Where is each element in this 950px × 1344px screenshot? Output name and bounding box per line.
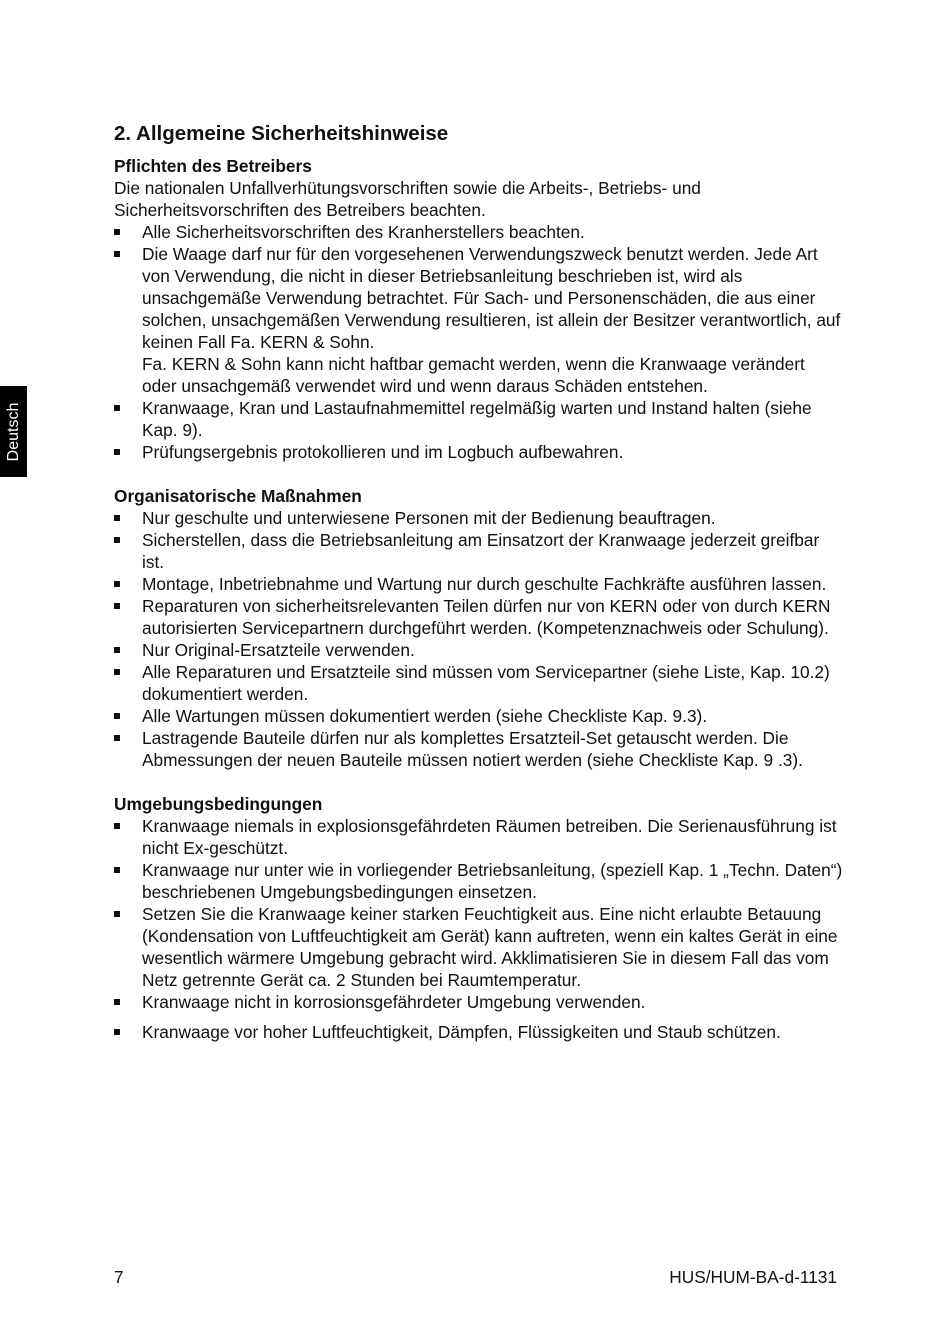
list-item: Sicherstellen, dass die Betriebsanleitung am Einsatzort der Kranwaage jederzeit greifbar ist. <box>114 529 844 573</box>
list-item: Prüfungsergebnis protokollieren und im Logbuch aufbewahren. <box>114 441 844 463</box>
list-item: Kranwaage, Kran und Lastaufnahmemittel regelmäßig warten und Instand halten (siehe Kap. 9). <box>114 397 844 441</box>
list-item: Kranwaage nur unter wie in vorliegender Betriebsanleitung, (speziell Kap. 1 „Techn. Daten“) beschriebenen Umgebungsbedingungen einsetzen. <box>114 859 844 903</box>
list-item: Kranwaage niemals in explosionsgefährdeten Räumen betreiben. Die Serienausführung ist nicht Ex-geschützt. <box>114 815 844 859</box>
page-number: 7 <box>114 1267 124 1287</box>
list-item: Kranwaage vor hoher Luftfeuchtigkeit, Dämpfen, Flüssigkeiten und Staub schützen. <box>114 1021 844 1043</box>
list-item: Lastragende Bauteile dürfen nur als komplettes Ersatzteil-Set getauscht werden. Die Abmessungen der neuen Bauteile müssen notiert werden (siehe Checkliste Kap. 9 .3). <box>114 727 844 771</box>
list-item: Nur Original-Ersatzteile verwenden. <box>114 639 844 661</box>
list-item: Alle Reparaturen und Ersatzteile sind müssen vom Servicepartner (siehe Liste, Kap. 10.2) dokumentiert werden. <box>114 661 844 705</box>
subsection-title: Umgebungsbedingungen <box>114 794 323 814</box>
language-tab <box>0 386 27 477</box>
bullet-list <box>114 221 844 463</box>
list-item: Nur geschulte und unterwiesene Personen mit der Bedienung beauftragen. <box>114 507 844 529</box>
list-item: Reparaturen von sicherheitsrelevanten Teilen dürfen nur von KERN oder von durch KERN autorisierten Servicepartnern durchgeführt werden. (Kompetenznachweis oder Schulung). <box>114 595 844 639</box>
section-heading: 2. Allgemeine Sicherheitshinweise <box>114 122 449 145</box>
list-item: Kranwaage nicht in korrosionsgefährdeter Umgebung verwenden. <box>114 991 844 1013</box>
section-operator-duties <box>114 155 844 463</box>
list-item <box>114 243 844 397</box>
bullet-list <box>114 815 844 1043</box>
bullet-list <box>114 507 844 771</box>
list-item: Setzen Sie die Kranwaage keiner starken Feuchtigkeit aus. Eine nicht erlaubte Betauung (Kondensation von Luftfeuchtigkeit am Gerät) kann auftreten, wenn ein kaltes Gerät in eine wesentlich wärmere Umgebung gebracht wird. Akklimatisieren Sie in diesem Fall das vom Netz getrennte Gerät ca. 2 Stunden bei Raumtemperatur. <box>114 903 844 991</box>
intro-paragraph: Die nationalen Unfallverhütungsvorschriften sowie die Arbeits-, Betriebs- und Sicherheitsvorschriften des Betreibers beachten. <box>114 178 701 220</box>
subsection-title: Organisatorische Maßnahmen <box>114 486 362 506</box>
list-item-note: Fa. KERN & Sohn kann nicht haftbar gemacht werden, wenn die Kranwaage verändert oder unsachgemäß verwendet wird und wenn daraus Schäden entstehen. <box>142 354 805 396</box>
section-organisational-measures <box>114 485 844 771</box>
list-item: Alle Wartungen müssen dokumentiert werden (siehe Checkliste Kap. 9.3). <box>114 705 844 727</box>
subsection-title: Pflichten des Betreibers <box>114 156 312 176</box>
page-content <box>114 121 844 1065</box>
list-item: Montage, Inbetriebnahme und Wartung nur durch geschulte Fachkräfte ausführen lassen. <box>114 573 844 595</box>
document-id: HUS/HUM-BA-d-1131 <box>669 1267 837 1287</box>
language-tab-label: Deutsch <box>4 402 22 461</box>
list-item: Alle Sicherheitsvorschriften des Kranherstellers beachten. <box>114 221 844 243</box>
section-ambient-conditions <box>114 793 844 1043</box>
list-item-text: Die Waage darf nur für den vorgesehenen Verwendungszweck benutzt werden. Jede Art von Verwendung, die nicht in dieser Betriebsanleitung beschrieben ist, wird als unsachgemäße Verwendung betrachtet. Für Sach- und Personenschäden, die aus einer solchen, unsachgemäßen Verwendung resultieren, ist allein der Besitzer verantwortlich, auf keinen Fall Fa. KERN & Sohn. <box>142 244 841 352</box>
